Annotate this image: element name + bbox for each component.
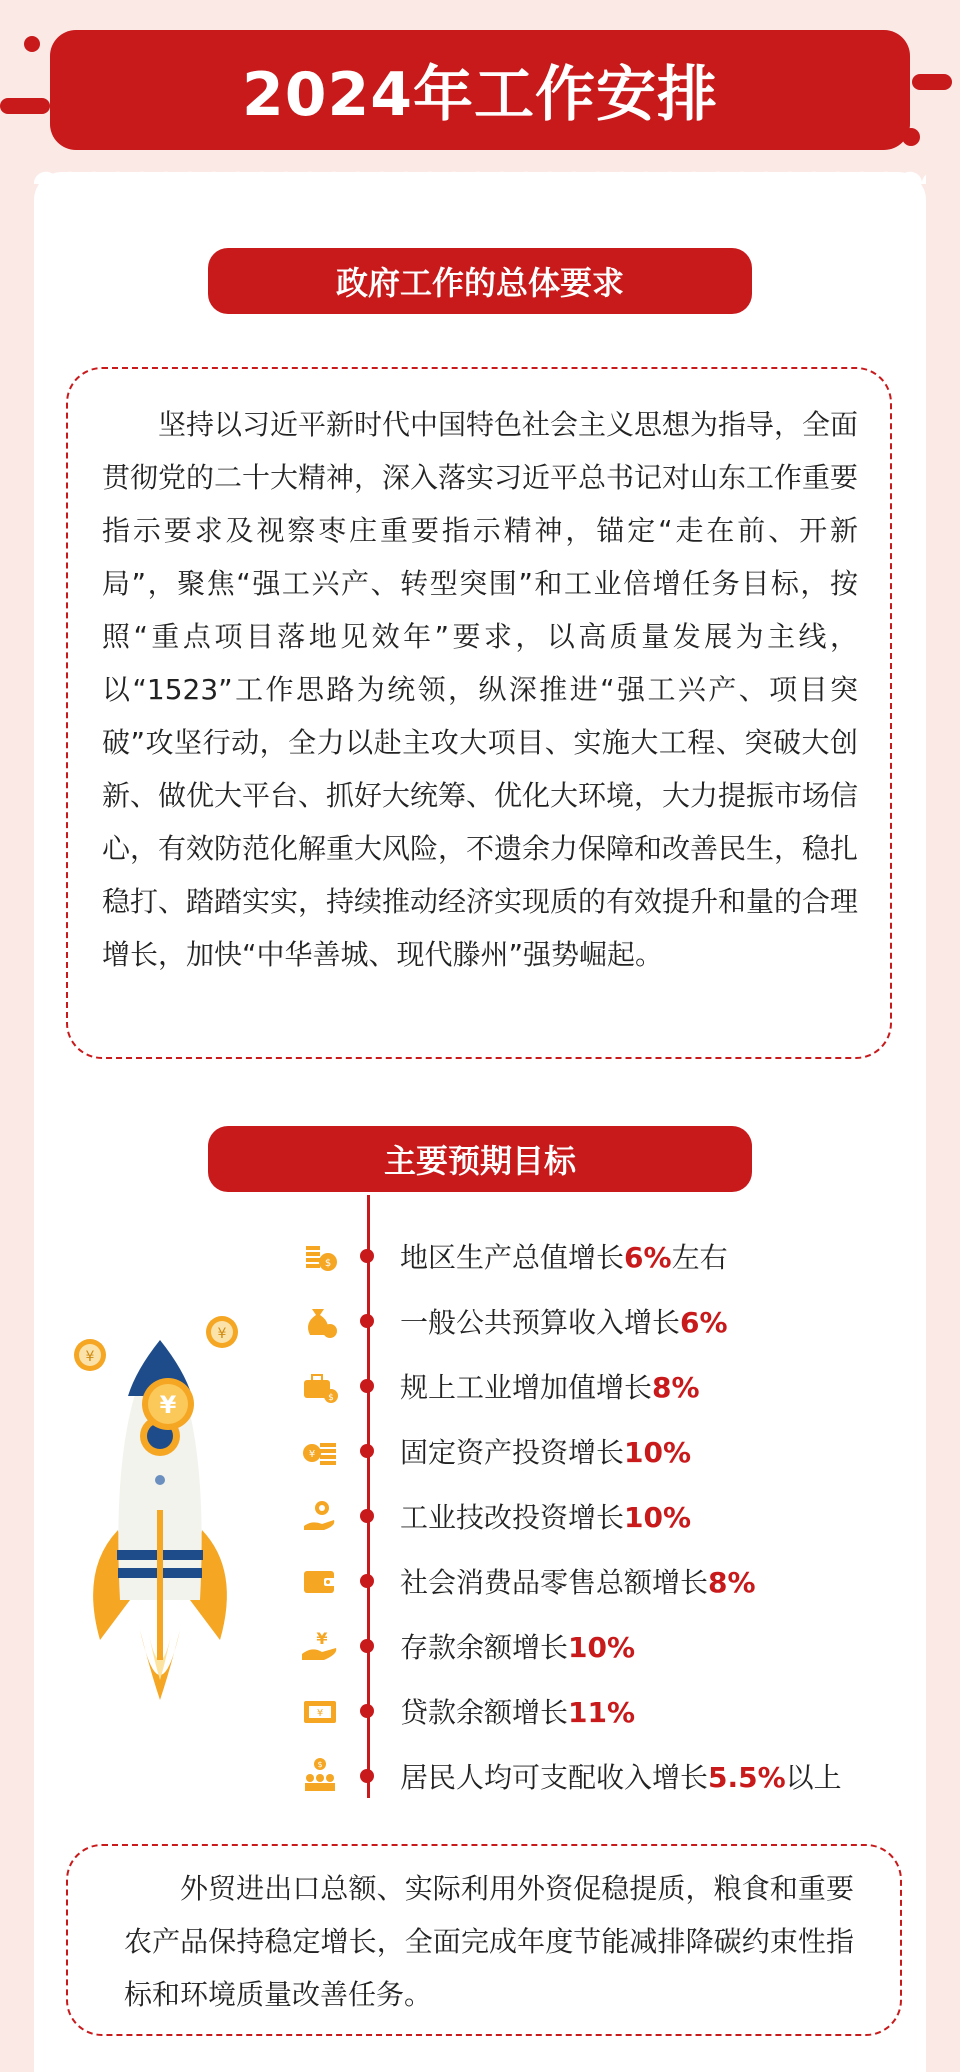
decor-dot (24, 36, 40, 52)
target-item (300, 1425, 900, 1477)
cash-stack-icon (300, 1431, 340, 1471)
svg-text:¥: ¥ (308, 1449, 316, 1460)
target-suffix: 以上 (785, 1761, 842, 1794)
target-value: 10% (624, 1436, 692, 1469)
target-label: 固定资产投资增长 (400, 1436, 625, 1469)
decor-pill (912, 74, 952, 90)
coin-small-icon (72, 1337, 108, 1373)
target-text (400, 1561, 756, 1601)
target-item (300, 1620, 900, 1672)
target-value: 8% (652, 1371, 700, 1404)
wallet-icon (300, 1561, 340, 1601)
people-dollar-icon (300, 1756, 340, 1796)
target-label: 一般公共预算收入增长 (400, 1306, 681, 1339)
hand-gear-icon (300, 1496, 340, 1536)
timeline-dot (360, 1379, 374, 1393)
timeline-dot (360, 1574, 374, 1588)
svg-text:¥: ¥ (316, 1629, 328, 1648)
svg-text:¥: ¥ (316, 1708, 324, 1719)
timeline-dot (360, 1509, 374, 1523)
section-title-main-targets: 主要预期目标 (208, 1126, 752, 1192)
coin-large-icon (140, 1376, 196, 1432)
target-value: 8% (708, 1566, 756, 1599)
money-bag-icon (300, 1301, 340, 1341)
timeline-dot (360, 1249, 374, 1263)
target-value: 10% (568, 1631, 636, 1664)
timeline-dot (360, 1704, 374, 1718)
target-value: 11% (568, 1696, 636, 1729)
target-text (400, 1236, 728, 1276)
svg-text:$: $ (317, 1760, 323, 1769)
timeline-dot (360, 1314, 374, 1328)
svg-text:¥: ¥ (85, 1349, 95, 1365)
target-text (400, 1301, 728, 1341)
svg-text:$: $ (324, 1258, 332, 1269)
target-label: 存款余额增长 (400, 1631, 569, 1664)
coin-small-icon (204, 1314, 240, 1350)
timeline-dot (360, 1769, 374, 1783)
target-label: 规上工业增加值增长 (400, 1371, 653, 1404)
target-value: 10% (624, 1501, 692, 1534)
target-label: 工业技改投资增长 (400, 1501, 625, 1534)
header-banner (50, 30, 910, 150)
target-text (400, 1496, 691, 1536)
svg-text:$: $ (328, 1393, 334, 1403)
target-label: 社会消费品零售总额增长 (400, 1566, 709, 1599)
target-item (300, 1685, 900, 1737)
target-label: 地区生产总值增长 (400, 1241, 625, 1274)
note-text: 外贸进出口总额、实际利用外资促稳提质，粮食和重要农产品保持稳定增长，全面完成年度节能减排降碳约束性指标和环境质量改善任务。 (124, 1872, 854, 2011)
target-text (400, 1626, 635, 1666)
timeline-dot (360, 1639, 374, 1653)
page-title: 2024年工作安排 (242, 60, 718, 130)
briefcase-money-icon (300, 1366, 340, 1406)
target-item (300, 1490, 900, 1542)
coin-stack-icon (300, 1236, 340, 1276)
timeline-dot (360, 1444, 374, 1458)
svg-text:¥: ¥ (159, 1391, 177, 1419)
target-item (300, 1360, 900, 1412)
target-text (400, 1431, 691, 1471)
target-text (400, 1756, 842, 1796)
target-suffix: 左右 (671, 1241, 728, 1274)
target-text (400, 1366, 700, 1406)
target-item (300, 1555, 900, 1607)
target-value: 6% (624, 1241, 672, 1274)
target-text (400, 1691, 635, 1731)
target-label: 贷款余额增长 (400, 1696, 569, 1729)
general-requirements-text: 坚持以习近平新时代中国特色社会主义思想为指导，全面贯彻党的二十大精神，深入落实习近平总书记对山东工作重要指示要求及视察枣庄重要指示精神，锚定“走在前、开新局”，聚焦“强工兴产、转型突围”和工业倍增任务目标，按照“重点项目落地见效年”要求，以高质量发展为主线，以“1523”工作思路为统领，纵深推进“强工兴产、项目突破”攻坚行动，全力以赴主攻大项目、实施大工程、突破大创新、做优大平台、抓好大统筹、优化大环境，大力提振市场信心，有效防范化解重大风险，不遗余力保障和改善民生，稳扎稳打、踏踏实实，持续推动经济实现质的有效提升和量的合理增长，加快“中华善城、现代滕州”强势崛起。 (102, 408, 859, 971)
decor-pill (0, 98, 50, 114)
target-item (300, 1295, 900, 1347)
target-label: 居民人均可支配收入增长 (400, 1761, 709, 1794)
target-item (300, 1230, 900, 1282)
hand-yen-icon (300, 1626, 340, 1666)
section-title-general-requirements: 政府工作的总体要求 (208, 248, 752, 314)
banknote-icon (300, 1691, 340, 1731)
target-item (300, 1750, 900, 1802)
target-value: 6% (680, 1306, 728, 1339)
svg-text:¥: ¥ (217, 1326, 227, 1342)
target-value: 5.5% (708, 1761, 786, 1794)
